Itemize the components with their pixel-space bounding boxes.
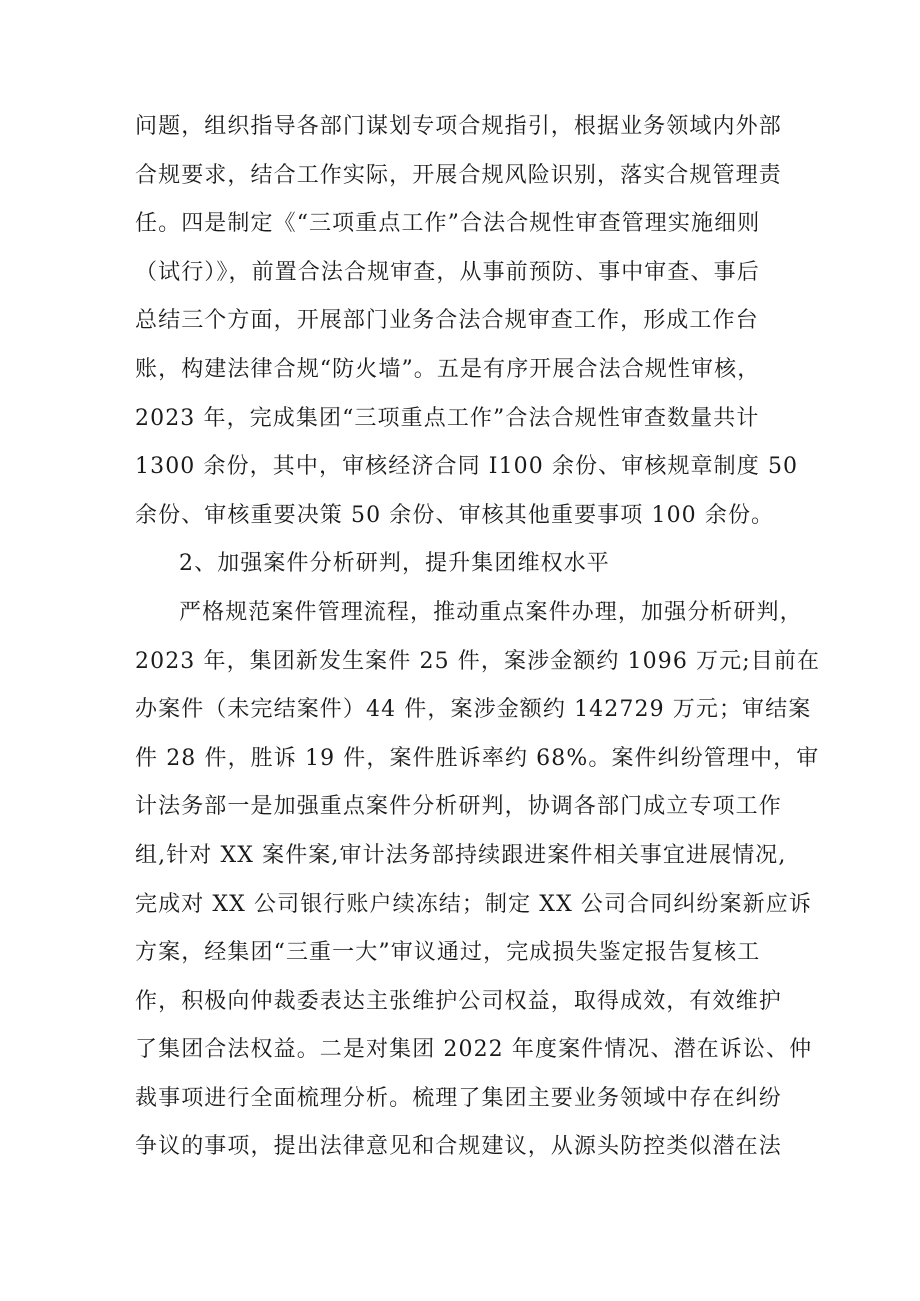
body-line-1: 问题，组织指导各部门谋划专项合规指引，根据业务领域内外部 xyxy=(135,114,782,139)
body-line-7: 2023 年，完成集团“三项重点工作”合法合规性审查数量共计 xyxy=(135,405,760,431)
body-line-5: 总结三个方面，开展部门业务合法合规审查工作，形成工作台 xyxy=(135,308,759,334)
section-heading: 2、加强案件分析研判，提升集团维权水平 xyxy=(179,551,610,577)
body-line-8: 1300 余份，其中，审核经济合同 I100 余份、审核规章制度 50 xyxy=(135,454,799,480)
body-line-16: 完成对 XX 公司银行账户续冻结；制定 XX 公司合同纠纷案新应诉 xyxy=(135,891,812,917)
body-line-20: 裁事项进行全面梳理分析。梳理了集团主要业务领域中存在纠纷 xyxy=(135,1085,782,1111)
body-line-17: 方案，经集团“三重一大”审议通过，完成损失鉴定报告复核工 xyxy=(135,940,761,966)
body-line-15: 组,针对 XX 案件案,审计法务部持续跟进案件相关事宜进展情况, xyxy=(135,842,787,868)
body-line-13: 件 28 件，胜诉 19 件，案件胜诉率约 68%。案件纠纷管理中，审 xyxy=(135,745,820,771)
body-line-19: 了集团合法权益。二是对集团 2022 年度案件情况、潜在诉讼、仲 xyxy=(135,1037,813,1063)
body-line-6: 账，构建法律合规“防火墙”。五是有序开展合法合规性审核， xyxy=(135,356,761,382)
body-line-21: 争议的事项，提出法律意见和合规建议，从源头防控类似潜在法 xyxy=(135,1134,782,1160)
body-line-10: 严格规范案件管理流程，推动重点案件办理，加强分析研判， xyxy=(179,599,803,625)
body-line-18: 作，积极向仲裁委表达主张维护公司权益，取得成效，有效维护 xyxy=(135,988,782,1014)
body-line-9: 余份、审核重要决策 50 余份、审核其他重要事项 100 余份。 xyxy=(135,502,775,528)
document-body xyxy=(135,103,821,1172)
body-line-3: 任。四是制定《“三项重点工作”合法合规性审查管理实施细则 xyxy=(135,211,761,237)
body-line-12: 办案件（未完结案件）44 件，案涉金额约 142729 万元；审结案 xyxy=(135,697,812,723)
body-line-11: 2023 年，集团新发生案件 25 件，案涉金额约 1096 万元;目前在 xyxy=(135,648,821,674)
body-line-14: 计法务部一是加强重点案件分析研判，协调各部门成立专项工作 xyxy=(135,794,782,820)
body-line-2: 合规要求，结合工作实际，开展合规风险识别，落实合规管理责 xyxy=(135,162,782,188)
body-line-4: （试行）》，前置合法合规审查，从事前预防、事中审查、事后 xyxy=(135,259,760,285)
